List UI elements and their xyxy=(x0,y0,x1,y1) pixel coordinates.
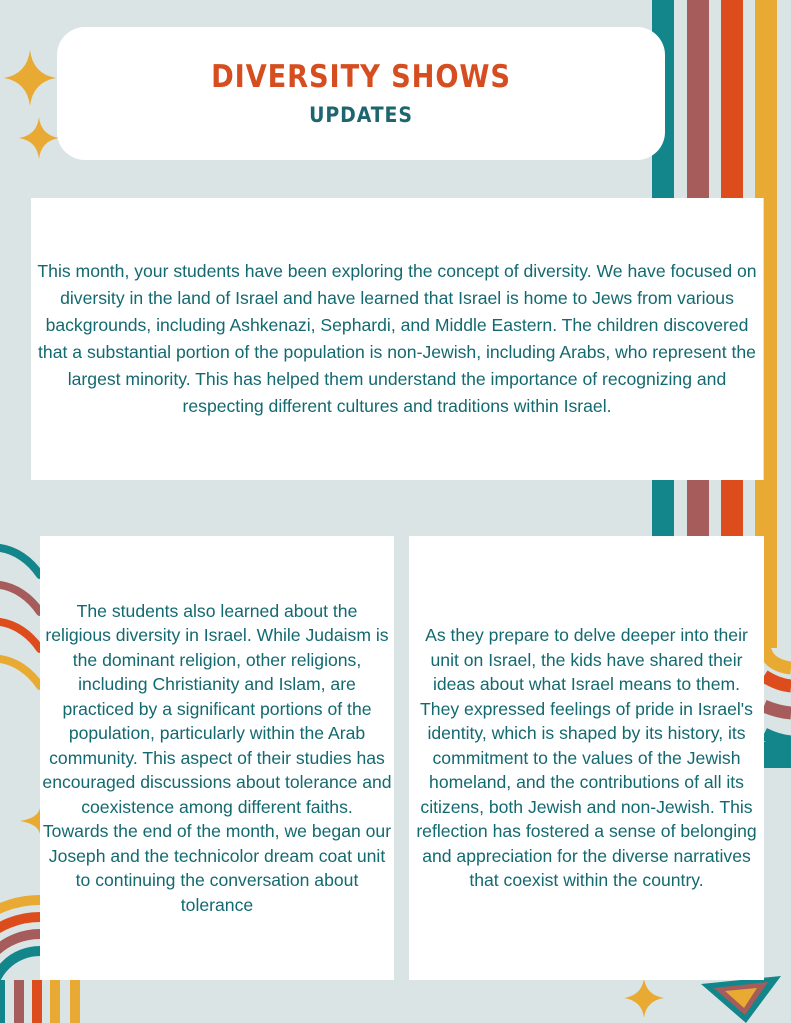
sparkle-icon xyxy=(20,808,40,834)
page-subtitle: UPDATES xyxy=(309,103,413,127)
wave-stripes xyxy=(0,548,40,686)
page-title: DIVERSITY SHOWS xyxy=(211,59,511,95)
israel-meaning-text: As they prepare to delve deeper into their unit on Israel, the kids have shared their ideas about what Israel means to them. They expressed feelings of pride in Israel's identity, which is shaped by its history, its commitment to the values of the Jewish homeland, and the contributions of all its citizens, both Jewish and non-Jewish. This reflection has fostered a sense of belonging and appreciation for the diverse narratives that coexist within the country. xyxy=(416,625,757,891)
intro-text: This month, your students have been exploring the concept of diversity. We have focused on diversity in the land of Israel and have learned that Israel is home to Jews from various backgrounds, including Ashkenazi, Sephardi, and Middle Eastern. The children discovered that a substantial portion of the population is non-Jewish, including Arabs, who represent the largest minority. This has helped them understand the importance of recognizing and respecting different cultures and traditions within Israel. xyxy=(37,261,757,416)
sparkle-icon xyxy=(4,50,56,106)
chevron-pennant xyxy=(701,976,781,1023)
unit-intro-text: Towards the end of the month, we began our Joseph and the technicolor dream coat unit to continuing the conversation about tolerance xyxy=(42,821,392,915)
intro-card xyxy=(31,198,763,480)
header-banner xyxy=(57,27,665,160)
sparkle-icon xyxy=(19,117,59,159)
israel-meaning-card xyxy=(409,536,764,980)
religious-diversity-card xyxy=(40,536,394,980)
religious-diversity-text: The students also learned about the religious diversity in Israel. While Judaism is the dominant religion, other religions, including Christianity and Islam, are practiced by a significant portions of the population, particularly within the Arab community. This aspect of their studies has encouraged discussions about tolerance and coexistence among different faiths. xyxy=(42,600,392,817)
sparkle-icon xyxy=(624,978,664,1018)
